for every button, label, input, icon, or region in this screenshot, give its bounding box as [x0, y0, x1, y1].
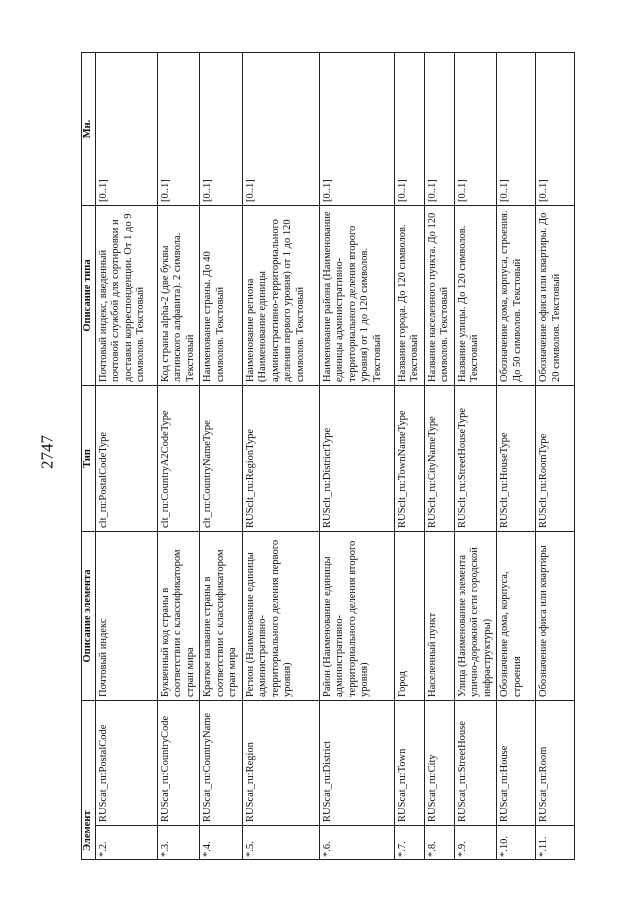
table-row — [319, 53, 394, 860]
row-number: *.4. — [200, 826, 243, 860]
element-description: Город — [394, 532, 424, 701]
table-row — [200, 53, 243, 860]
element-type: RUSclt_ru:RegionType — [242, 386, 319, 532]
multiplicity: [0..1] — [200, 53, 243, 206]
element-name: RUScat_ru:District — [319, 701, 394, 826]
element-type: clt_ru:CountryNameType — [200, 386, 243, 532]
row-number: *.6. — [319, 826, 394, 860]
header-description: Описание элемента — [82, 532, 96, 701]
element-type: RUSclt_ru:HouseType — [497, 386, 536, 532]
multiplicity: [0..1] — [536, 53, 575, 206]
row-number: *.9. — [454, 826, 497, 860]
element-name: RUScat_ru:City — [424, 701, 454, 826]
multiplicity: [0..1] — [157, 53, 200, 206]
type-description: Почтовый индекс, введенный почтовой службой для сортировки и доставки корреспонденции. От 1 до 9 символов. Текстовый — [95, 206, 157, 386]
row-number: *.10. — [497, 826, 536, 860]
element-name: RUScat_ru:StreetHouse — [454, 701, 497, 826]
table-row — [424, 53, 454, 860]
rotated-page-area — [81, 53, 621, 860]
row-number: *.8. — [424, 826, 454, 860]
type-description: Наименование района (Наименование единицы административно-территориального деления второго уровня) от 1 до 120 символов. Текстовый — [319, 206, 394, 386]
element-type: clt_ru:PostalCodeType — [95, 386, 157, 532]
header-type: Тип — [82, 386, 96, 532]
multiplicity: [0..1] — [497, 53, 536, 206]
row-number: *.5. — [242, 826, 319, 860]
element-description: Краткое название страны в соответствии с классификатором стран мира — [200, 532, 243, 701]
element-description: Регион (Наименование единицы административно-территориального деления первого уровня) — [242, 532, 319, 701]
table-row — [157, 53, 200, 860]
row-number: *.11. — [536, 826, 575, 860]
type-description: Название населенного пункта. До 120 символов. Текстовый — [424, 206, 454, 386]
element-type: RUSclt_ru:TownNameType — [394, 386, 424, 532]
type-description: Наименование страны. До 40 символов. Текстовый — [200, 206, 243, 386]
element-name: RUScat_ru:Town — [394, 701, 424, 826]
header-row — [82, 53, 96, 860]
element-description: Почтовый индекс — [95, 532, 157, 701]
element-name: RUScat_ru:Region — [242, 701, 319, 826]
element-description: Буквенный код страны в соответствии с классификатором стран мира — [157, 532, 200, 701]
element-description: Улица (Наименование элемента улично-дорожной сети городской инфраструктуры) — [454, 532, 497, 701]
row-number: *.2. — [95, 826, 157, 860]
table-row — [536, 53, 575, 860]
table-row — [242, 53, 319, 860]
table-row — [95, 53, 157, 860]
type-description: Обозначение дома, корпуса, строения. До 50 символов. Текстовый — [497, 206, 536, 386]
header-element: Элемент — [82, 701, 96, 860]
element-type: RUSclt_ru:CityNameType — [424, 386, 454, 532]
element-table — [81, 52, 575, 860]
element-type: RUSclt_ru:RoomType — [536, 386, 575, 532]
element-type: RUSclt_ru:DistrictType — [319, 386, 394, 532]
type-description: Название улицы. До 120 символов. Текстовый — [454, 206, 497, 386]
multiplicity: [0..1] — [454, 53, 497, 206]
header-type-description: Описание типа — [82, 206, 96, 386]
element-name: RUScat_ru:CountryName — [200, 701, 243, 826]
element-name: RUScat_ru:CountryCode — [157, 701, 200, 826]
row-number: *.3. — [157, 826, 200, 860]
table-row — [497, 53, 536, 860]
element-type: clt_ru:CountryA2CodeType — [157, 386, 200, 532]
type-description: Название города. До 120 символов. Текстовый — [394, 206, 424, 386]
element-name: RUScat_ru:PostalCode — [95, 701, 157, 826]
element-description: Район (Наименование единицы административно-территориального деления второго уровня) — [319, 532, 394, 701]
element-description: Обозначение дома, корпуса, строения — [497, 532, 536, 701]
type-description: Код страны alpha-2 (две буквы латинского алфавита). 2 символа. Текстовый — [157, 206, 200, 386]
row-number: *.7. — [394, 826, 424, 860]
multiplicity: [0..1] — [394, 53, 424, 206]
header-multiplicity: Мн. — [82, 53, 96, 206]
element-name: RUScat_ru:Room — [536, 701, 575, 826]
type-description: Обозначение офиса или квартиры. До 20 символов. Текстовый — [536, 206, 575, 386]
element-description: Населенный пункт — [424, 532, 454, 701]
multiplicity: [0..1] — [319, 53, 394, 206]
multiplicity: [0..1] — [242, 53, 319, 206]
table-container — [81, 53, 621, 860]
page-number: 2747 — [37, 435, 57, 469]
type-description: Наименование региона (Наименование единицы административно-территориального деления первого уровня) от 1 до 120 символов. Текстовый — [242, 206, 319, 386]
multiplicity: [0..1] — [424, 53, 454, 206]
table-row — [454, 53, 497, 860]
element-name: RUScat_ru:House — [497, 701, 536, 826]
table-row — [394, 53, 424, 860]
element-type: RUSclt_ru:StreetHouseType — [454, 386, 497, 532]
multiplicity: [0..1] — [95, 53, 157, 206]
element-description: Обозначение офиса или квартиры — [536, 532, 575, 701]
